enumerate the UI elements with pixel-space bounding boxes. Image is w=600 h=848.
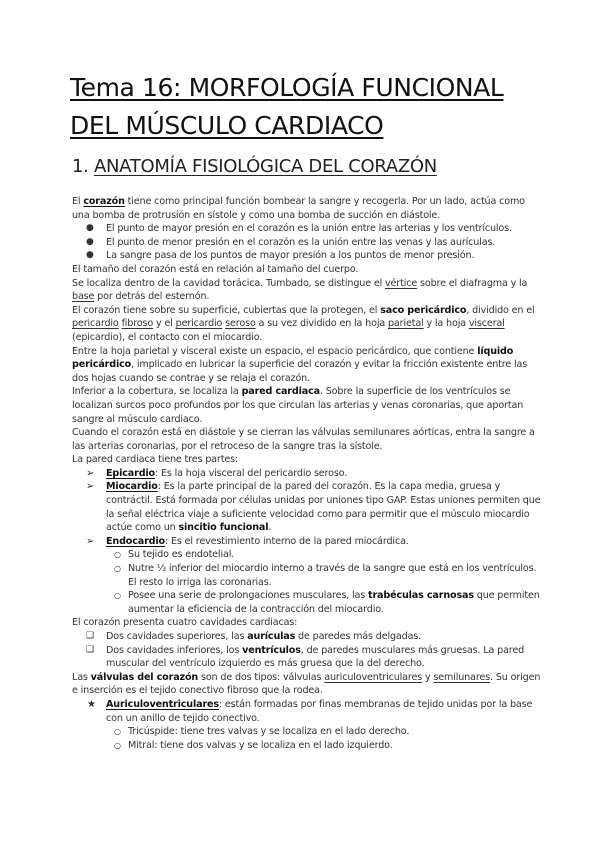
section-heading [72,156,437,178]
list-item-epicardio: ➢ Epicardio: Es la hoja visceral del pericardio seroso. [86,467,348,479]
cavities-list [72,630,542,671]
circle-bullet-icon: ○ [114,727,121,737]
sub-list-item: ○ Tricúspide: tiene tres valvas y se localiza en el lado derecho. [114,726,410,738]
paragraph-pericardial-fluid: Entre la hoja parietal y visceral existe un espacio, el espacio pericárdico, que contiene líquido pericárdico, implicado en lubricar la superficie del corazón y evitar la fricción existente entre las dos hojas cuando se contrae y se relaja el corazón. [72,345,528,384]
star-bullet-icon: ★ [87,698,96,710]
section-number: 1. [72,156,94,177]
list-item: ● El punto de mayor presión en el corazón es la unión entre las arterias y los ventrículos. [86,223,512,235]
list-item: ❑ Dos cavidades inferiores, los ventrículos, de paredes musculares más gruesas. La pared muscular del ventrículo izquierdo es más gruesa que la del derecho. [86,644,525,670]
term-corazon: corazón [83,196,125,207]
circle-bullet-icon: ○ [114,550,121,560]
arrow-bullet-icon: ➢ [86,535,95,547]
circle-bullet-icon: ○ [114,564,121,574]
paragraph-diastole: Cuando el corazón está en diástole y se cierran las válvulas semilunares aórticas, entra la sangre a las arterias coronarias, por el retroceso de la sangre tras la sístole. [72,427,535,452]
valves-list [72,698,542,752]
section-title: ANATOMÍA FISIOLÓGICA DEL CORAZÓN [94,156,437,177]
doc-title-line2: DEL MÚSCULO CARDIACO [70,111,384,140]
list-item: ● La sangre pasa de los puntos de mayor presión a los puntos de menor presión. [86,250,475,262]
checkbox-bullet-icon: ❑ [86,644,94,655]
term-liquido-pericardico: líquido pericárdico [72,345,514,371]
term-saco-pericardico: saco pericárdico [380,304,467,316]
bullet-dot-icon: ● [86,250,94,261]
list-item-miocardio: ➢ Miocardio: Es la parte principal de la pared del corazón. Es la capa media, gruesa y contráctil. Está formada por células unidas por uniones tipo GAP. Estas uniones permiten que la señal eléctrica viaje a suficiente velocidad como para permitir que el músculo miocardio actúe como un sincitio funcional. [86,481,541,534]
circle-bullet-icon: ○ [114,740,121,750]
term-vertice: vértice [385,277,418,289]
list-item-auriculoventriculares: ★ Auriculoventriculares: están formadas por finas membranas de tejido unidas por la base con un anillo de tejido conectivo. [87,698,533,724]
list-item-endocardio: ➢ Endocardio: Es el revestimiento interno de la pared miocárdica. [86,535,409,547]
paragraph-intro: El corazón tiene como principal función bombear la sangre y recogerla. Por un lado, actúa como una bomba de protrusión en sístole y como una bomba de succión en diástole. [72,196,525,221]
term-pared-cardiaca: pared cardiaca [241,386,320,398]
bullet-dot-icon: ● [86,223,94,234]
arrow-bullet-icon: ➢ [86,467,95,479]
paragraph-wall-parts: La pared cardiaca tiene tres partes: [72,454,238,466]
arrow-bullet-icon: ➢ [86,481,95,493]
paragraph-valves: Las válvulas del corazón son de dos tipos: válvulas auriculoventriculares y semilunares. Su origen e inserción es el tejido conectivo fibroso que la rodea. [72,671,541,697]
sub-list-item: ○ Posee una serie de prolongaciones musculares, las trabéculas carnosas que permiten aumentar la eficiencia de la contracción del miocardio. [114,590,540,615]
sub-list-item: ○ Mitral: tiene dos valvas y se localiza en el lado izquierdo. [114,739,393,751]
list-item: ● El punto de menor presión en el corazón es la unión entre las venas y las aurículas. [86,236,496,248]
bullet-dot-icon: ● [86,236,94,247]
doc-title-line1: Tema 16: MORFOLOGÍA FUNCIONAL [70,73,504,102]
checkbox-bullet-icon: ❑ [86,631,94,641]
term-base: base [72,291,95,303]
paragraph-pericardium: El corazón tiene sobre su superficie, cubiertas que la protegen, el saco pericárdico, dividido en el pericardio fibroso y el pericardio seroso a su vez dividido en la hoja parietal y la hoja visceral (epicardio), el contacto con el miocardio. [72,304,535,343]
wall-parts-list [72,467,542,617]
paragraph-cardiac-wall: Inferior a la cobertura, se localiza la pared cardiaca. Sobre la superficie de los ventrículos se localizan surcos poco profundos por los que circulan las arterias y venas coronarias, que aportan sangre al músculo cardiaco. [72,386,524,425]
paragraph-cavities: El corazón presenta cuatro cavidades cardiacas: [72,617,298,629]
sub-list-item: ○ Nutre ⅓ inferior del miocardio interno a través de la sangre que está en los ventrículos. El resto lo irriga las coronarias. [114,563,537,588]
list-item: ❑ Dos cavidades superiores, las aurículas de paredes más delgadas. [86,631,422,642]
bullet-list-pressure [72,222,542,263]
term-valvulas: válvulas del corazón [90,671,199,683]
document-body [72,195,542,752]
circle-bullet-icon: ○ [114,591,121,601]
sub-list-item: ○ Su tejido es endotelial. [114,549,235,561]
paragraph-size: El tamaño del corazón está en relación al tamaño del cuerpo. [72,263,359,275]
paragraph-location: Se localiza dentro de la cavidad torácica. Tumbado, se distingue el vértice sobre el diafragma y la base por detrás del esternón. [72,277,528,303]
